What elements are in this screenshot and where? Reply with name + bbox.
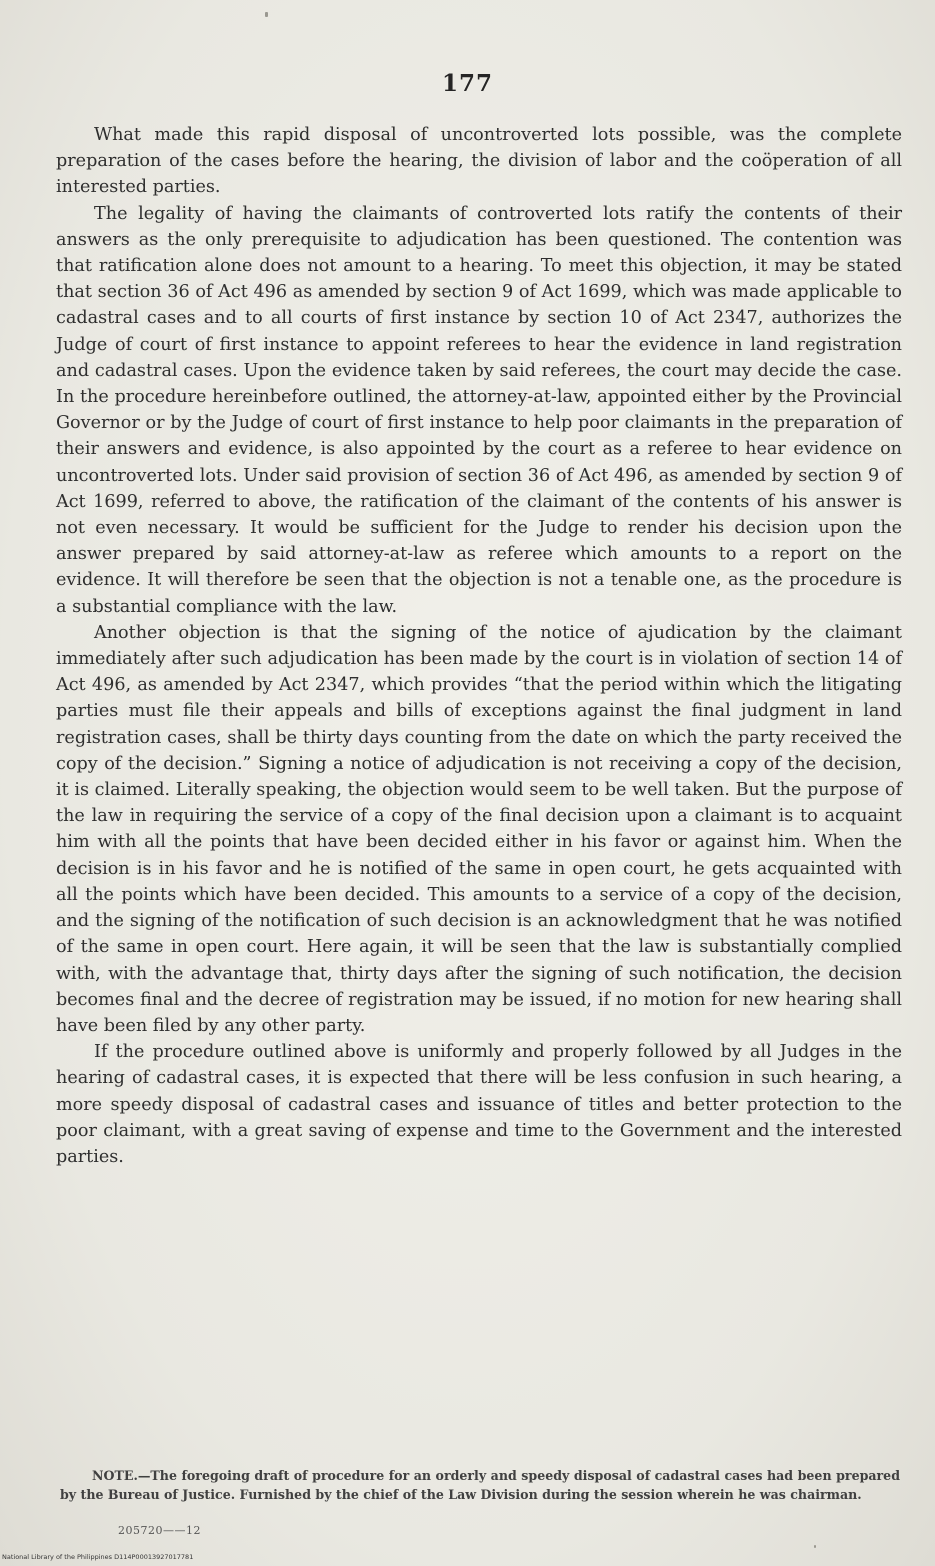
archive-footer: National Library of the Philippines D114P00013927017781 xyxy=(2,1553,194,1561)
print-speck xyxy=(265,12,268,17)
page-number: 177 xyxy=(441,70,493,97)
footnote: NOTE.—The foregoing draft of procedure for an orderly and speedy disposal of cadastral cases had been prepared by the Bureau of Justice. Furnished by the chief of the Law Division during the session wherein he was chairman. xyxy=(60,1468,900,1502)
print-speck xyxy=(814,1545,816,1548)
print-code: 205720——12 xyxy=(118,1524,201,1537)
paragraph: What made this rapid disposal of uncontroverted lots possible, was the complete preparation of the cases before the hearing, the division of labor and the coöperation of all interested parties. xyxy=(56,125,902,198)
paragraph: If the procedure outlined above is uniformly and properly followed by all Judges in the hearing of cadastral cases, it is expected that there will be less confusion in such hearing, a more speedy disposal of cadastral cases and issuance of titles and better protection to the poor claimant, with a great saving of expense and time to the Government and the interested parties. xyxy=(56,1042,902,1167)
paragraph: The legality of having the claimants of controverted lots ratify the contents of their answers as the only prerequisite to adjudication has been questioned. The contention was that ratification alone does not amount to a hearing. To meet this objection, it may be stated that section 36 of Act 496 as amended by section 9 of Act 1699, which was made applicable to cadastral cases and to all courts of first instance by section 10 of Act 2347, authorizes the Judge of court of first instance to appoint referees to hear the evidence in land registration and cadastral cases. Upon the evidence taken by said referees, the court may decide the case. In the procedure hereinbefore outlined, the attorney-at-law, appointed either by the Provincial Governor or by the Judge of court of first instance to help poor claimants in the preparation of their answers and evidence, is also appointed by the court as a referee to hear evidence on uncontroverted lots. Under said provision of section 36 of Act 496, as amended by section 9 of Act 1699, referred to above, the ratification of the claimant of the contents of his answer is not even necessary. It would be sufficient for the Judge to render his decision upon the answer prepared by said attorney-at-law as referee which amounts to a report on the evidence. It will therefore be seen that the objection is not a tenable one, as the procedure is a substantial compliance with the law. xyxy=(56,203,902,617)
body-text xyxy=(56,122,902,1170)
paragraph: Another objection is that the signing of the notice of ajudication by the claimant immediately after such adjudication has been made by the court is in violation of section 14 of Act 496, as amended by Act 2347, which provides “that the period within which the litigating parties must file their appeals and bills of exceptions against the final judgment in land registration cases, shall be thirty days counting from the date on which the party received the copy of the decision.” Signing a notice of adjudication is not receiving a copy of the decision, it is claimed. Literally speaking, the objection would seem to be well taken. But the purpose of the law in requiring the service of a copy of the final decision upon a claimant is to acquaint him with all the points that have been decided either in his favor or against him. When the decision is in his favor and he is notified of the same in open court, he gets acquainted with all the points which have been decided. This amounts to a service of a copy of the decision, and the signing of the notification of such decision is an acknowledgment that he was notified of the same in open court. Here again, it will be seen that the law is substantially complied with, with the advantage that, thirty days after the signing of such notification, the decision becomes final and the decree of registration may be issued, if no motion for new hearing shall have been filed by any other party. xyxy=(56,622,902,1036)
